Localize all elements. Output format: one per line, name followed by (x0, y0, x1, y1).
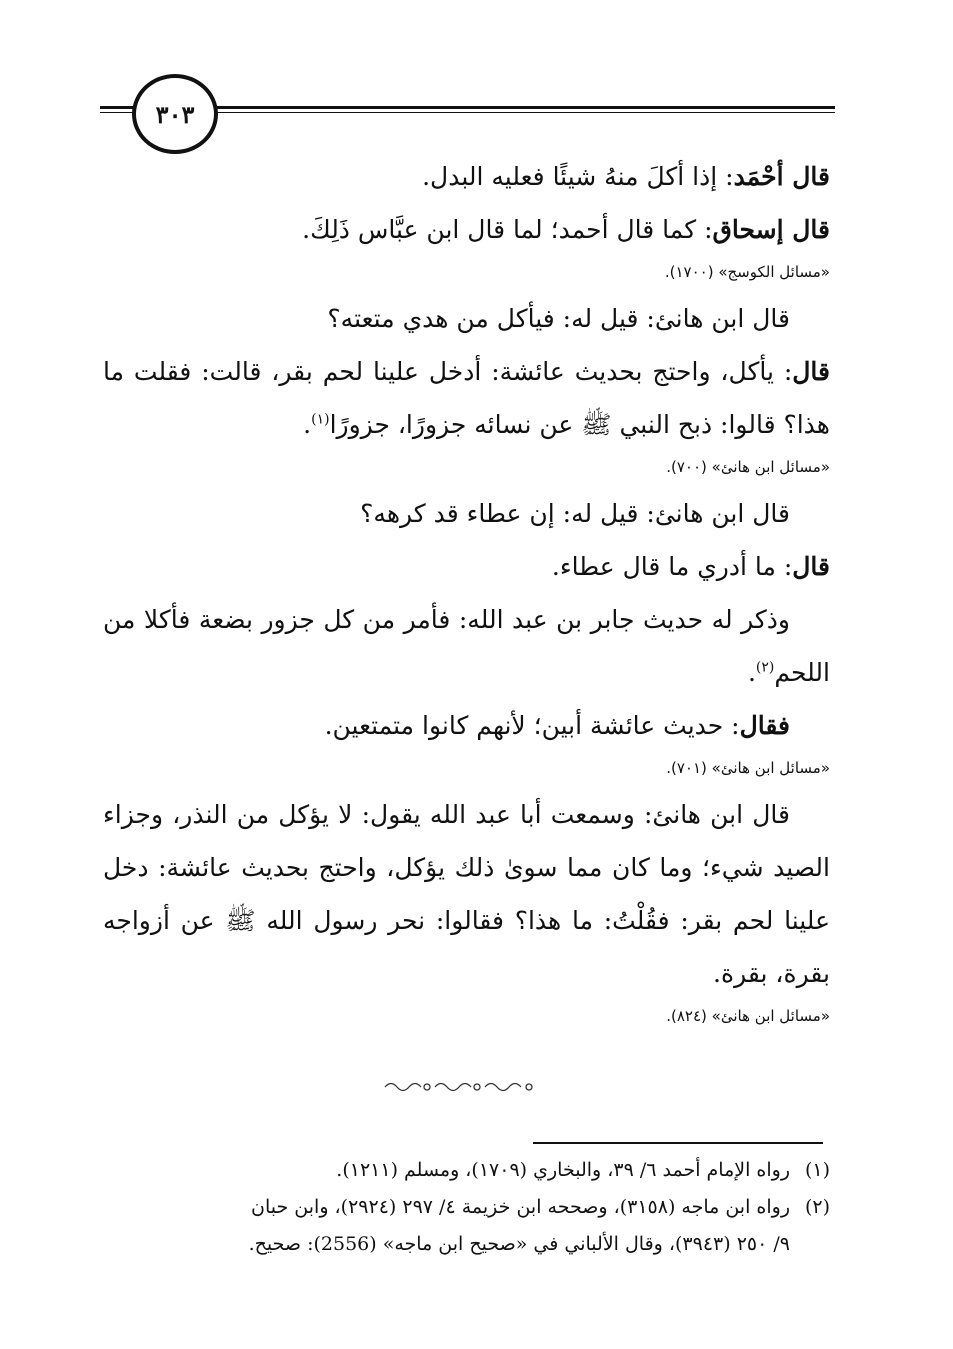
footnote (103, 1152, 830, 1189)
source-citation: «مسائل ابن هانئ» (٨٢٤). (666, 1007, 830, 1025)
speaker-label: قال أحْمَد (733, 162, 830, 191)
main-text (103, 150, 830, 1036)
footnote-separator (533, 1142, 823, 1144)
ornament-divider-icon (381, 1078, 541, 1096)
footnotes (103, 1152, 830, 1263)
footnote (103, 1189, 830, 1226)
paragraph (103, 788, 830, 1000)
paragraph (103, 699, 830, 752)
paragraph-text: قال ابن هانئ: قيل له: فيأكل من هدي متعته؟ (327, 304, 790, 333)
paragraph (103, 292, 830, 345)
speaker-label: قال (792, 357, 830, 386)
footnote-text: رواه ابن ماجه (٣١٥٨)، وصححه ابن خزيمة ٤/ ٢٩٧ (٢٩٢٤)، وابن حبان (251, 1196, 790, 1218)
page-number: ٣٠٣ (132, 74, 218, 154)
page-header (100, 72, 835, 152)
paragraph (103, 150, 830, 203)
paragraph (103, 345, 830, 451)
paragraph-end: . (747, 658, 756, 687)
paragraph-text: قال ابن هانئ: وسمعت أبا عبد الله يقول: لا يؤكل من النذر، وجزاء الصيد شيء؛ وما كان مما سوىٰ ذلك يؤكل، واحتج بحديث عائشة: دخل علينا لحم بقر: فقُلْتُ: ما هذا؟ فقالوا: نحر رسول الله ﷺ عن أزواجه بقرة، بقرة. (103, 800, 830, 988)
source-citation: «مسائل ابن هانئ» (٧٠١). (666, 759, 830, 777)
paragraph-text: : ما أدري ما قال عطاء. (551, 552, 793, 581)
paragraph-text: : يأكل، واحتج بحديث عائشة: أدخل علينا لحم بقر، قالت: فقلت ما هذا؟ قالوا: ذبح النبي ﷺ عن نسائه جزورًا، جزورًا (103, 357, 830, 439)
footnote-text: رواه الإمام أحمد ٦/ ٣٩، والبخاري (١٧٠٩)، ومسلم (١٢١١). (336, 1159, 790, 1181)
speaker-label: فقال (739, 711, 790, 740)
speaker-label: قال (792, 552, 830, 581)
footnote-ref: (١) (311, 411, 330, 428)
footnote-ref: (٢) (755, 659, 775, 676)
footnote-continuation: ٩/ ٢٥٠ (٣٩٤٣)، وقال الألباني في «صحيح ابن ماجه» (2556): صحيح. (248, 1233, 790, 1255)
paragraph (103, 593, 830, 699)
source-citation: «مسائل الكوسج» (١٧٠٠). (664, 263, 830, 281)
speaker-label: قال إسحاق (712, 215, 830, 244)
paragraph-text: : إذا أكلَ منهُ شيئًا فعليه البدل. (422, 162, 734, 191)
paragraph (103, 487, 830, 540)
paragraph (103, 540, 830, 593)
paragraph-text: قال ابن هانئ: قيل له: إن عطاء قد كرهه؟ (360, 499, 790, 528)
paragraph-text: : حديث عائشة أبين؛ لأنهم كانوا متمتعين. (324, 711, 740, 740)
paragraph (103, 203, 830, 256)
paragraph-text: : كما قال أحمد؛ لما قال ابن عبَّاس ذَلِكَ. (302, 215, 713, 244)
paragraph-end: . (303, 410, 312, 439)
footnote-number: (٢) (804, 1196, 830, 1218)
paragraph-text: وذكر له حديث جابر بن عبد الله: فأمر من كل جزور بضعة فأكلا من اللحم (103, 605, 830, 687)
source-citation: «مسائل ابن هانئ» (٧٠٠). (666, 458, 830, 476)
footnote-number: (١) (804, 1159, 830, 1181)
